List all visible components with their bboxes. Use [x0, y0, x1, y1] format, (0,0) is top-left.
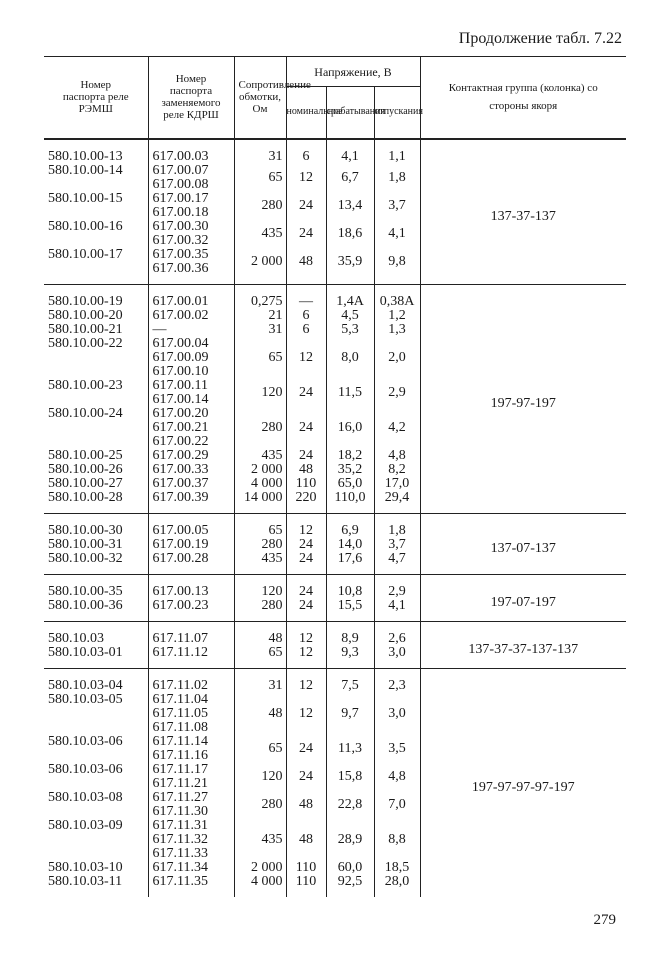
- passport-remsh: 580.10.00-30: [48, 522, 123, 538]
- voltage-pickup: 28,9: [326, 819, 374, 861]
- voltage-pickup: 22,8: [326, 791, 374, 819]
- voltage-nominal: 6: [286, 139, 326, 164]
- voltage-nominal: 12: [286, 621, 326, 646]
- resistance: 2 000: [234, 861, 286, 875]
- voltage-release: 28,0: [374, 875, 420, 897]
- passport-remsh: 580.10.00-25: [48, 447, 123, 463]
- header-contact-group: Контактная группа (колонка) со стороны якоря: [420, 57, 626, 139]
- resistance: 2 000: [234, 248, 286, 285]
- contact-group: 137-37-37-137-137: [420, 621, 626, 668]
- passport-remsh: 580.10.00-24: [48, 405, 123, 421]
- voltage-release: 3,7: [374, 538, 420, 552]
- voltage-pickup: 15,5: [326, 599, 374, 622]
- passport-kdrsh: [148, 309, 234, 323]
- passport-kdrsh: [148, 763, 234, 791]
- contact-group: 197-97-97-97-197: [420, 668, 626, 897]
- passport-kdrsh-line: 617.11.12: [152, 644, 208, 660]
- passport-kdrsh-line: 617.00.33: [152, 461, 209, 477]
- passport-remsh: 580.10.00-15: [48, 190, 123, 206]
- passport-remsh: 580.10.03-05: [48, 691, 123, 707]
- passport-kdrsh: [148, 463, 234, 477]
- passport-kdrsh: [148, 248, 234, 285]
- passport-remsh: 580.10.00-28: [48, 489, 123, 505]
- voltage-pickup: 8,0: [326, 337, 374, 379]
- voltage-nominal: 6: [286, 323, 326, 337]
- contact-group: 197-07-197: [420, 574, 626, 621]
- voltage-release: 3,0: [374, 646, 420, 669]
- voltage-release: 3,5: [374, 735, 420, 763]
- voltage-pickup: 92,5: [326, 875, 374, 897]
- passport-kdrsh-line: 617.00.14: [152, 391, 209, 407]
- passport-kdrsh: [148, 875, 234, 897]
- voltage-nominal: 12: [286, 513, 326, 538]
- table-group: [44, 668, 626, 897]
- passport-remsh: 580.10.03-10: [48, 859, 123, 875]
- resistance: 280: [234, 192, 286, 220]
- voltage-pickup: 10,8: [326, 574, 374, 599]
- voltage-pickup: 14,0: [326, 538, 374, 552]
- passport-kdrsh: [148, 139, 234, 164]
- resistance: 14 000: [234, 491, 286, 514]
- passport-kdrsh-line: 617.11.04: [152, 691, 208, 707]
- voltage-nominal: 24: [286, 220, 326, 248]
- passport-remsh: 580.10.00-35: [48, 583, 123, 599]
- voltage-pickup: 18,2: [326, 449, 374, 463]
- header-release: отпускания: [374, 87, 420, 139]
- passport-kdrsh-line: 617.11.32: [152, 831, 208, 847]
- table-group: [44, 621, 626, 668]
- voltage-nominal: 24: [286, 552, 326, 575]
- voltage-nominal: 12: [286, 337, 326, 379]
- passport-kdrsh-line: 617.11.27: [152, 789, 208, 805]
- passport-kdrsh: [148, 513, 234, 538]
- passport-remsh: 580.10.03: [48, 630, 104, 646]
- voltage-pickup: 60,0: [326, 861, 374, 875]
- voltage-release: 0,38А: [374, 284, 420, 309]
- table-row: [44, 284, 626, 309]
- passport-kdrsh: [148, 621, 234, 646]
- passport-kdrsh-line: 617.00.39: [152, 489, 209, 505]
- passport-remsh: 580.10.03-04: [48, 677, 123, 693]
- resistance: 280: [234, 538, 286, 552]
- passport-remsh: 580.10.00-32: [48, 550, 123, 566]
- voltage-release: 7,0: [374, 791, 420, 819]
- passport-remsh: 580.10.00-19: [48, 293, 123, 309]
- passport-kdrsh-line: 617.11.21: [152, 775, 208, 791]
- voltage-pickup: 16,0: [326, 407, 374, 449]
- table-row: [44, 574, 626, 599]
- voltage-release: 4,1: [374, 220, 420, 248]
- resistance: 65: [234, 337, 286, 379]
- resistance: 31: [234, 323, 286, 337]
- passport-kdrsh: [148, 192, 234, 220]
- passport-kdrsh: [148, 337, 234, 379]
- header-nominal: номинальное: [286, 87, 326, 139]
- voltage-release: 1,1: [374, 139, 420, 164]
- voltage-nominal: 24: [286, 538, 326, 552]
- passport-kdrsh: [148, 552, 234, 575]
- voltage-nominal: 48: [286, 791, 326, 819]
- passport-kdrsh: [148, 323, 234, 337]
- passport-remsh: 580.10.03-01: [48, 644, 123, 660]
- passport-kdrsh: [148, 379, 234, 407]
- voltage-release: 2,9: [374, 574, 420, 599]
- contact-group: 197-97-197: [420, 284, 626, 513]
- passport-kdrsh-line: 617.11.30: [152, 803, 208, 819]
- passport-kdrsh-line: 617.00.18: [152, 204, 209, 220]
- relay-table: [44, 56, 626, 897]
- passport-kdrsh-line: 617.11.17: [152, 761, 208, 777]
- voltage-pickup: 13,4: [326, 192, 374, 220]
- page-number: 279: [593, 912, 616, 928]
- voltage-pickup: 18,6: [326, 220, 374, 248]
- voltage-nominal: 12: [286, 668, 326, 693]
- voltage-nominal: 110: [286, 477, 326, 491]
- passport-kdrsh: [148, 646, 234, 669]
- passport-kdrsh-line: 617.11.07: [152, 630, 208, 646]
- voltage-release: 4,2: [374, 407, 420, 449]
- passport-kdrsh-line: 617.00.21: [152, 419, 209, 435]
- voltage-release: 17,0: [374, 477, 420, 491]
- voltage-release: 2,0: [374, 337, 420, 379]
- voltage-release: 4,1: [374, 599, 420, 622]
- table-group: [44, 284, 626, 513]
- voltage-nominal: —: [286, 284, 326, 309]
- resistance: 280: [234, 599, 286, 622]
- passport-kdrsh: [148, 861, 234, 875]
- voltage-release: 8,2: [374, 463, 420, 477]
- passport-kdrsh-line: 617.00.09: [152, 349, 209, 365]
- voltage-nominal: 12: [286, 693, 326, 735]
- passport-kdrsh-line: 617.00.36: [152, 260, 209, 276]
- resistance: 280: [234, 791, 286, 819]
- voltage-nominal: 24: [286, 407, 326, 449]
- voltage-pickup: 110,0: [326, 491, 374, 514]
- voltage-nominal: 24: [286, 449, 326, 463]
- passport-kdrsh: [148, 477, 234, 491]
- passport-kdrsh-line: 617.00.22: [152, 433, 209, 449]
- resistance: 4 000: [234, 875, 286, 897]
- voltage-pickup: 15,8: [326, 763, 374, 791]
- passport-kdrsh: [148, 407, 234, 449]
- voltage-release: 2,3: [374, 668, 420, 693]
- passport-kdrsh-line: 617.00.19: [152, 536, 209, 552]
- voltage-release: 4,8: [374, 449, 420, 463]
- passport-kdrsh-line: 617.00.07: [152, 162, 209, 178]
- voltage-nominal: 24: [286, 735, 326, 763]
- resistance: 31: [234, 139, 286, 164]
- passport-kdrsh: [148, 574, 234, 599]
- voltage-pickup: 5,3: [326, 323, 374, 337]
- passport-remsh: 580.10.00-27: [48, 475, 123, 491]
- table-group: [44, 574, 626, 621]
- header-passport-kdrsh: Номер паспорта заменяемого реле КДРШ: [148, 57, 234, 139]
- continuation-caption: Продолжение табл. 7.22: [458, 30, 622, 47]
- passport-kdrsh: [148, 449, 234, 463]
- header-voltage: Напряжение, В: [286, 57, 420, 87]
- passport-kdrsh-line: 617.11.35: [152, 873, 208, 889]
- voltage-release: 2,6: [374, 621, 420, 646]
- contact-group: 137-07-137: [420, 513, 626, 574]
- passport-remsh: 580.10.00-21: [48, 321, 123, 337]
- voltage-release: 1,8: [374, 513, 420, 538]
- resistance: 435: [234, 552, 286, 575]
- passport-kdrsh-line: 617.11.05: [152, 705, 208, 721]
- voltage-pickup: 4,5: [326, 309, 374, 323]
- voltage-pickup: 65,0: [326, 477, 374, 491]
- table-row: [44, 513, 626, 538]
- header-resistance: Сопротивление обмотки, Ом: [234, 57, 286, 139]
- passport-kdrsh: [148, 735, 234, 763]
- resistance: 435: [234, 819, 286, 861]
- passport-kdrsh: [148, 791, 234, 819]
- voltage-release: 1,3: [374, 323, 420, 337]
- voltage-nominal: 48: [286, 819, 326, 861]
- voltage-nominal: 48: [286, 463, 326, 477]
- resistance: 65: [234, 513, 286, 538]
- passport-kdrsh-line: 617.00.08: [152, 176, 209, 192]
- voltage-pickup: 11,5: [326, 379, 374, 407]
- resistance: 435: [234, 220, 286, 248]
- passport-kdrsh-line: 617.00.13: [152, 583, 209, 599]
- passport-kdrsh-line: 617.11.34: [152, 859, 208, 875]
- voltage-pickup: 35,9: [326, 248, 374, 285]
- passport-kdrsh: [148, 599, 234, 622]
- resistance: 0,275: [234, 284, 286, 309]
- table-row: [44, 621, 626, 646]
- passport-kdrsh-line: 617.00.02: [152, 307, 209, 323]
- passport-remsh: 580.10.00-20: [48, 307, 123, 323]
- passport-kdrsh-line: 617.00.01: [152, 293, 209, 309]
- passport-remsh: 580.10.00-26: [48, 461, 123, 477]
- voltage-pickup: 7,5: [326, 668, 374, 693]
- voltage-pickup: 11,3: [326, 735, 374, 763]
- voltage-nominal: 12: [286, 646, 326, 669]
- table-row: [44, 668, 626, 693]
- voltage-release: 2,9: [374, 379, 420, 407]
- voltage-nominal: 110: [286, 875, 326, 897]
- table-header: [44, 57, 626, 139]
- passport-kdrsh: [148, 819, 234, 861]
- voltage-pickup: 6,7: [326, 164, 374, 192]
- voltage-nominal: 220: [286, 491, 326, 514]
- passport-remsh: 580.10.00-22: [48, 335, 123, 351]
- resistance: 48: [234, 621, 286, 646]
- resistance: 120: [234, 763, 286, 791]
- resistance: 120: [234, 379, 286, 407]
- passport-remsh: 580.10.00-14: [48, 162, 123, 178]
- voltage-release: 9,8: [374, 248, 420, 285]
- voltage-nominal: 24: [286, 763, 326, 791]
- passport-kdrsh-line: 617.11.02: [152, 677, 208, 693]
- voltage-nominal: 12: [286, 164, 326, 192]
- voltage-pickup: 8,9: [326, 621, 374, 646]
- passport-kdrsh-line: 617.00.35: [152, 246, 209, 262]
- passport-remsh: 580.10.00-23: [48, 377, 123, 393]
- contact-group: 137-37-137: [420, 139, 626, 285]
- header-passport-remsh: Номер паспорта реле РЭМШ: [44, 57, 148, 139]
- resistance: 65: [234, 164, 286, 192]
- header-pickup: срабатывания: [326, 87, 374, 139]
- voltage-release: 4,7: [374, 552, 420, 575]
- passport-kdrsh-line: 617.00.03: [152, 148, 209, 164]
- table-group: [44, 513, 626, 574]
- passport-kdrsh-line: 617.00.05: [152, 522, 209, 538]
- passport-remsh: 580.10.03-06: [48, 733, 123, 749]
- resistance: 65: [234, 646, 286, 669]
- passport-remsh: 580.10.00-17: [48, 246, 123, 262]
- passport-kdrsh-line: 617.11.08: [152, 719, 208, 735]
- voltage-release: 1,2: [374, 309, 420, 323]
- passport-kdrsh-line: 617.00.20: [152, 405, 209, 421]
- passport-kdrsh-line: —: [152, 321, 167, 337]
- voltage-pickup: 9,7: [326, 693, 374, 735]
- voltage-release: 3,0: [374, 693, 420, 735]
- resistance: 48: [234, 693, 286, 735]
- voltage-pickup: 6,9: [326, 513, 374, 538]
- passport-kdrsh-line: 617.00.32: [152, 232, 209, 248]
- voltage-pickup: 1,4А: [326, 284, 374, 309]
- passport-kdrsh-line: 617.00.29: [152, 447, 209, 463]
- passport-kdrsh-line: 617.11.33: [152, 845, 208, 861]
- voltage-nominal: 24: [286, 574, 326, 599]
- voltage-release: 18,5: [374, 861, 420, 875]
- resistance: 120: [234, 574, 286, 599]
- resistance: 4 000: [234, 477, 286, 491]
- passport-kdrsh: [148, 284, 234, 309]
- passport-kdrsh-line: 617.00.11: [152, 377, 208, 393]
- passport-kdrsh: [148, 668, 234, 693]
- voltage-release: 1,8: [374, 164, 420, 192]
- voltage-release: 29,4: [374, 491, 420, 514]
- resistance: 280: [234, 407, 286, 449]
- passport-kdrsh-line: 617.00.28: [152, 550, 209, 566]
- resistance: 2 000: [234, 463, 286, 477]
- voltage-pickup: 35,2: [326, 463, 374, 477]
- passport-kdrsh-line: 617.00.30: [152, 218, 209, 234]
- passport-remsh: 580.10.00-13: [48, 148, 123, 164]
- voltage-nominal: 48: [286, 248, 326, 285]
- voltage-pickup: 4,1: [326, 139, 374, 164]
- voltage-pickup: 9,3: [326, 646, 374, 669]
- passport-kdrsh: [148, 538, 234, 552]
- voltage-release: 3,7: [374, 192, 420, 220]
- passport-kdrsh-line: 617.00.37: [152, 475, 209, 491]
- passport-remsh: 580.10.00-36: [48, 597, 123, 613]
- passport-kdrsh-line: 617.00.23: [152, 597, 209, 613]
- passport-remsh: 580.10.03-09: [48, 817, 123, 833]
- voltage-nominal: 6: [286, 309, 326, 323]
- passport-remsh: 580.10.03-08: [48, 789, 123, 805]
- passport-remsh: 580.10.03-06: [48, 761, 123, 777]
- table-group: [44, 139, 626, 285]
- passport-remsh: 580.10.00-31: [48, 536, 123, 552]
- voltage-nominal: 24: [286, 599, 326, 622]
- passport-kdrsh-line: 617.00.04: [152, 335, 209, 351]
- voltage-pickup: 17,6: [326, 552, 374, 575]
- voltage-nominal: 24: [286, 192, 326, 220]
- voltage-nominal: 24: [286, 379, 326, 407]
- passport-remsh: 580.10.03-11: [48, 873, 123, 889]
- voltage-release: 8,8: [374, 819, 420, 861]
- resistance: 435: [234, 449, 286, 463]
- passport-kdrsh-line: 617.00.17: [152, 190, 209, 206]
- passport-kdrsh-line: 617.11.14: [152, 733, 208, 749]
- resistance: 31: [234, 668, 286, 693]
- passport-remsh: 580.10.00-16: [48, 218, 123, 234]
- passport-kdrsh-line: 617.00.10: [152, 363, 209, 379]
- resistance: 65: [234, 735, 286, 763]
- passport-kdrsh: [148, 491, 234, 514]
- table-row: [44, 139, 626, 164]
- passport-kdrsh: [148, 220, 234, 248]
- resistance: 21: [234, 309, 286, 323]
- passport-kdrsh: [148, 164, 234, 192]
- passport-kdrsh-line: 617.11.31: [152, 817, 208, 833]
- voltage-release: 4,8: [374, 763, 420, 791]
- passport-kdrsh-line: 617.11.16: [152, 747, 208, 763]
- voltage-nominal: 110: [286, 861, 326, 875]
- passport-kdrsh: [148, 693, 234, 735]
